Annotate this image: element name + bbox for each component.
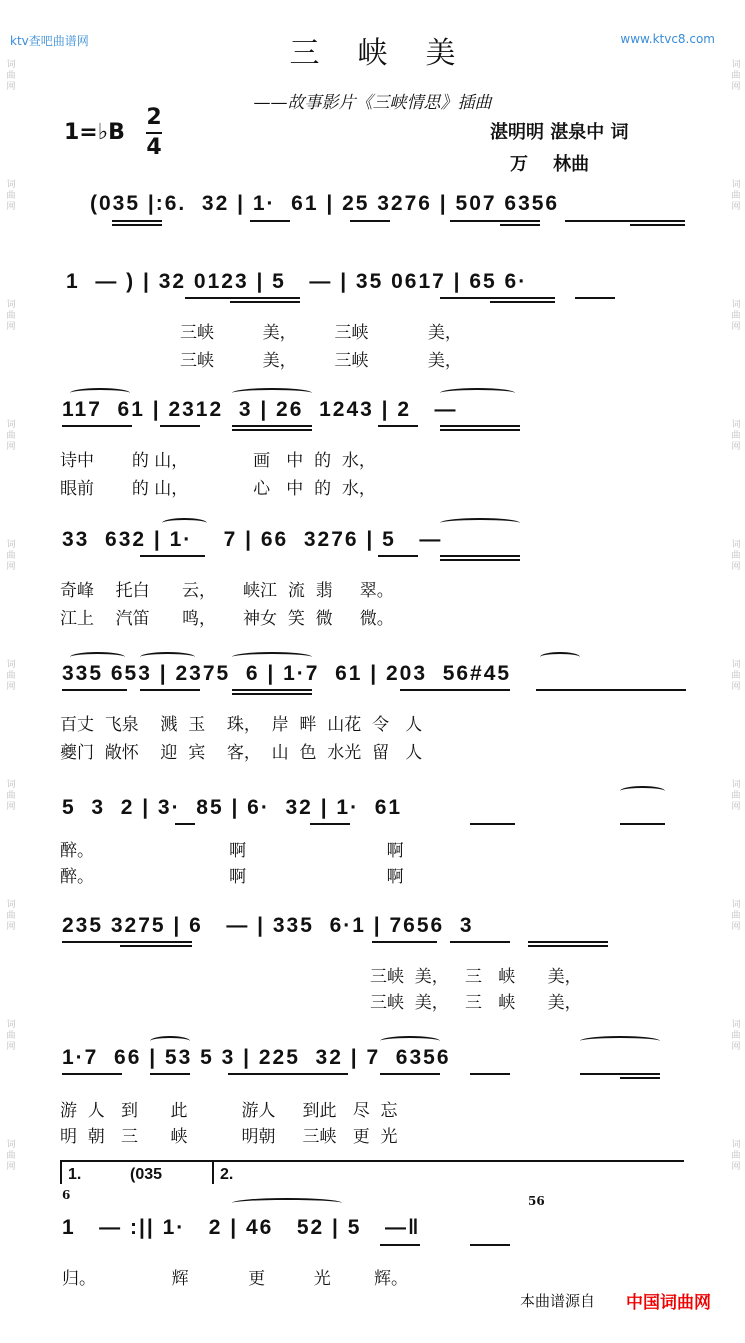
slur [540,652,580,662]
side-watermark-left-4: 词 曲 网 [6,420,16,452]
beam [232,429,312,431]
beam [528,941,608,943]
beam [630,224,685,226]
side-watermark-left-9: 词 曲 网 [6,1020,16,1052]
beam [580,1073,660,1075]
beam [230,301,300,303]
slur [70,652,125,662]
notes-line: 235 3275 | 6 — | 335 6·1 | 7656 3 [62,914,474,937]
beam [470,1244,510,1246]
volta-2-label: 2. [220,1166,234,1183]
time-top: 2 [146,105,162,130]
volta-1-tail: (035 [130,1166,163,1183]
beam [400,689,510,691]
beam [150,1073,190,1075]
side-watermark-right-8: 词 曲 网 [731,900,741,932]
beam [232,689,312,691]
lyrics-verse-1: 醉。 啊 啊 [60,841,404,861]
beam [62,941,192,943]
beam [250,220,290,222]
beam [450,941,510,943]
side-watermark-left-5: 词 曲 网 [6,540,16,572]
side-watermark-right-2: 词 曲 网 [731,180,741,212]
grace-note-left: 6 [62,1188,71,1202]
beam [470,1073,510,1075]
beam [528,945,608,947]
beam [112,224,162,226]
right-site-watermark: www.ktvc8.com [620,32,715,46]
beam [440,555,520,557]
slur [162,518,207,528]
lyrics-verse-1: 奇峰 托白 云， 峡江 流 翡 翠。 [60,581,394,601]
side-watermark-left-3: 词 曲 网 [6,300,16,332]
slur [620,786,665,796]
beam [185,297,300,299]
song-subtitle: ——故事影片《三峡情思》插曲 [253,93,492,113]
beam [112,220,162,222]
beam [62,1073,122,1075]
beam [450,220,540,222]
lyrics-verse-1: 三峡 美， 三峡 美， [180,323,462,343]
notes-line: 5 3 2 | 3· 85 | 6· 32 | 1· 61 [62,796,403,819]
beam [372,941,437,943]
slur [70,388,130,398]
slur [232,652,312,662]
beam [232,425,312,427]
lyrics-verse-1: 归。 辉 更 光 辉。 [62,1269,408,1289]
beam [490,301,555,303]
lyrics-verse-2: 三峡 美， 三峡 美， [180,351,462,371]
side-watermark-left-10: 词 曲 网 [6,1140,16,1172]
time-signature [146,106,162,160]
key-signature: 1=♭B [64,120,125,145]
notes-line: 1·7 66 | 53 5 3 | 225 32 | 7 6356 [62,1046,451,1069]
beam [232,693,312,695]
volta-1-label: 1. [68,1166,82,1183]
side-watermark-left-1: 词 曲 网 [6,60,16,92]
beam [440,425,520,427]
beam [440,429,520,431]
beam [120,945,192,947]
beam [140,555,205,557]
lyrics-verse-1: 游 人 到 此 游人 到此 尽 忘 [60,1101,398,1121]
lyrics-verse-1: 诗中 的 山， 画 中 的 水， [60,451,376,471]
slur [380,1036,440,1046]
beam [536,689,686,691]
beam [140,689,200,691]
slur [232,1198,342,1208]
beam [380,1073,440,1075]
side-watermark-left-6: 词 曲 网 [6,660,16,692]
slur [580,1036,660,1046]
slur [440,518,520,528]
slur [150,1036,190,1046]
lyrics-verse-2: 醉。 啊 啊 [60,867,404,887]
slur [140,652,195,662]
side-watermark-right-9: 词 曲 网 [731,1020,741,1052]
notes-line: 33 632 | 1· 7 | 66 3276 | 5 — [62,528,443,551]
lyrics-verse-2: 明 朝 三 峡 明朝 三峡 更 光 [60,1127,398,1147]
side-watermark-right-7: 词 曲 网 [731,780,741,812]
notes-line: 1 — ) | 32 0123 | 5 — | 35 0617 | 65 6· [66,270,528,293]
beam [62,689,127,691]
slur [440,388,515,398]
side-watermark-right-10: 词 曲 网 [731,1140,741,1172]
grace-note-right: 56 [528,1194,545,1208]
lyricist-credit: 湛明明 湛泉中 词 [490,122,629,143]
notes-line: 335 653 | 2375 6 | 1·7 61 | 203 56#45 [62,662,512,685]
lyrics-verse-1: 百丈 飞泉 溅 玉 珠， 岸 畔 山花 令 人 [60,715,423,735]
lyrics-verse-2: 三峡 美， 三 峡 美， [370,993,582,1013]
side-watermark-left-8: 词 曲 网 [6,900,16,932]
beam [160,425,200,427]
beam [620,1077,660,1079]
beam [440,297,555,299]
volta-bracket-2 [212,1160,684,1184]
beam [350,220,390,222]
beam [228,1073,348,1075]
left-site-watermark: ktv查吧曲谱网 [10,34,89,48]
composer-credit: 万 林曲 [510,154,590,175]
notes-line: (035 |:6. 32 | 1· 61 | 25 3276 | 507 6356 [90,192,560,215]
lyrics-verse-2: 夔门 敞怀 迎 宾 客， 山 色 水光 留 人 [60,743,423,763]
beam [310,823,350,825]
side-watermark-left-2: 词 曲 网 [6,180,16,212]
side-watermark-right-5: 词 曲 网 [731,540,741,572]
beam [380,1244,420,1246]
song-title: 三峡美 [289,36,494,71]
beam [500,224,540,226]
slur [232,388,312,398]
lyrics-verse-1: 三峡 美， 三 峡 美， [370,967,582,987]
beam [440,559,520,561]
beam [565,220,685,222]
lyrics-verse-2: 眼前 的 山， 心 中 的 水， [60,479,376,499]
notes-line: 117 61 | 2312 3 | 26 1243 | 2 — [62,398,458,421]
lyrics-verse-2: 江上 汽笛 鸣， 神女 笑 微 微。 [60,609,394,629]
time-divider [146,132,162,134]
beam [378,425,418,427]
time-bottom: 4 [146,135,162,160]
side-watermark-left-7: 词 曲 网 [6,780,16,812]
side-watermark-right-3: 词 曲 网 [731,300,741,332]
beam [378,555,418,557]
side-watermark-right-1: 词 曲 网 [731,60,741,92]
notes-line: 1 — :|| 1· 2 | 46 52 | 5 —‖ [62,1216,421,1239]
beam [175,823,195,825]
source-site-logo: 中国词曲网 [626,1293,711,1313]
source-label: 本曲谱源自 [519,1292,595,1310]
beam [470,823,515,825]
side-watermark-right-6: 词 曲 网 [731,660,741,692]
beam [62,425,132,427]
beam [575,297,615,299]
side-watermark-right-4: 词 曲 网 [731,420,741,452]
beam [620,823,665,825]
